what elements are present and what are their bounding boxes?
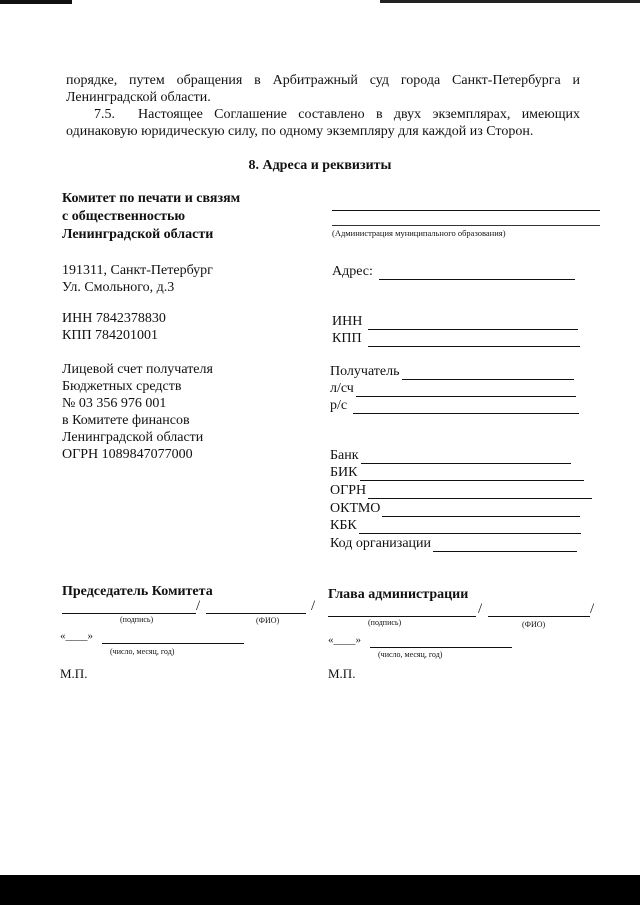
right-fio-line[interactable]	[488, 603, 590, 617]
account-line: Ленинградской области	[62, 430, 204, 445]
org-code-field[interactable]	[330, 536, 577, 552]
left-date-quotes[interactable]: «____»	[60, 630, 93, 642]
text-line: Ленинградской области.	[66, 90, 211, 105]
left-signature-line[interactable]	[62, 600, 196, 614]
left-tax-ids	[62, 310, 166, 344]
right-date-caption: (число, месяц, год)	[378, 650, 443, 659]
left-fio-caption: (ФИО)	[256, 616, 280, 625]
right-org-caption-line	[332, 225, 600, 226]
inn-label: ИНН	[332, 314, 363, 329]
right-signature-slash: /	[478, 601, 483, 617]
clause-7-5	[66, 106, 580, 140]
inn-field[interactable]	[332, 314, 578, 330]
account-line: Лицевой счет получателя	[62, 362, 213, 377]
left-stamp-place: М.П.	[60, 666, 88, 681]
right-org-caption: (Администрация муниципального образования)	[332, 228, 506, 238]
recipient-field[interactable]	[330, 364, 574, 380]
left-fio-slash: /	[311, 598, 316, 614]
right-sign-caption: (подпись)	[368, 618, 402, 627]
oktmo-field[interactable]	[330, 501, 580, 517]
inn-blank[interactable]	[368, 316, 578, 330]
kpp-field[interactable]	[332, 331, 580, 347]
scan-artifact-right	[380, 0, 640, 3]
left-signatory-title: Председатель Комитета	[62, 584, 213, 599]
org-name-line: Ленинградской области	[62, 227, 214, 242]
right-org-name-line[interactable]	[332, 210, 600, 211]
ogrn-blank[interactable]	[368, 485, 592, 499]
section-title: 8. Адреса и реквизиты	[248, 158, 392, 173]
left-account	[62, 361, 213, 463]
clause-number: 7.5.	[94, 107, 115, 122]
org-name-line: с общественностью	[62, 209, 186, 224]
address-label: Адрес:	[332, 264, 373, 279]
org-code-label: Код организации	[330, 536, 432, 551]
ogrn-label: ОГРН	[330, 483, 367, 498]
left-org-name	[62, 190, 240, 244]
address-field[interactable]	[332, 264, 575, 280]
ogrn-field[interactable]	[330, 483, 592, 499]
rs-label: р/с	[330, 398, 348, 413]
right-signature-line[interactable]	[328, 603, 476, 617]
left-address	[62, 262, 213, 296]
address-line: 191311, Санкт-Петербург	[62, 263, 213, 278]
right-signatory-title: Глава администрации	[328, 587, 469, 602]
right-date-line[interactable]	[370, 636, 512, 648]
account-line: № 03 356 976 001	[62, 396, 167, 411]
recipient-label: Получатель	[330, 364, 400, 379]
org-name-line: Комитет по печати и связям	[62, 191, 241, 206]
text-line	[66, 106, 580, 123]
ls-field[interactable]	[330, 381, 576, 397]
address-blank[interactable]	[379, 266, 575, 280]
text-line: порядке, путем обращения в Арбитражный суд города Санкт-Петербурга и	[66, 73, 580, 88]
scan-top-edge	[0, 0, 640, 6]
top-paragraph	[66, 72, 580, 106]
oktmo-blank[interactable]	[382, 503, 580, 517]
kbk-label: КБК	[330, 518, 357, 533]
scan-artifact-left	[0, 0, 72, 4]
bik-label: БИК	[330, 465, 358, 480]
scan-bottom-edge	[0, 875, 640, 905]
kbk-blank[interactable]	[359, 520, 581, 534]
ls-blank[interactable]	[356, 383, 576, 397]
right-fio-slash: /	[590, 601, 595, 617]
account-line: ОГРН 1089847077000	[62, 447, 193, 462]
left-date-line[interactable]	[102, 632, 244, 644]
rs-field[interactable]	[330, 398, 579, 414]
kpp-value: КПП 784201001	[62, 328, 159, 343]
right-date-quotes[interactable]: «____»	[328, 634, 361, 646]
inn-value: ИНН 7842378830	[62, 311, 166, 326]
account-line: в Комитете финансов	[62, 413, 190, 428]
kpp-blank[interactable]	[368, 333, 580, 347]
rs-blank[interactable]	[353, 400, 579, 414]
kpp-label: КПП	[332, 331, 362, 346]
org-code-blank[interactable]	[433, 538, 577, 552]
left-fio-line[interactable]	[206, 600, 306, 614]
ls-label: л/сч	[330, 381, 354, 396]
right-stamp-place: М.П.	[328, 666, 356, 681]
bik-blank[interactable]	[360, 467, 584, 481]
bank-field[interactable]	[330, 448, 571, 464]
bank-blank[interactable]	[361, 450, 571, 464]
oktmo-label: ОКТМО	[330, 501, 381, 516]
bank-label: Банк	[330, 448, 359, 463]
left-sign-caption: (подпись)	[120, 615, 154, 624]
account-line: Бюджетных средств	[62, 379, 182, 394]
text-line: одинаковую юридическую силу, по одному экземпляру для каждой из Сторон.	[66, 124, 534, 139]
kbk-field[interactable]	[330, 518, 581, 534]
left-date-caption: (число, месяц, год)	[110, 647, 175, 656]
address-line: Ул. Смольного, д.3	[62, 280, 175, 295]
bik-field[interactable]	[330, 465, 584, 481]
clause-text: Настоящее Соглашение составлено в двух экземплярах, имеющих	[138, 107, 580, 122]
left-signature-slash: /	[196, 598, 201, 614]
recipient-blank[interactable]	[402, 366, 574, 380]
right-fio-caption: (ФИО)	[522, 620, 546, 629]
